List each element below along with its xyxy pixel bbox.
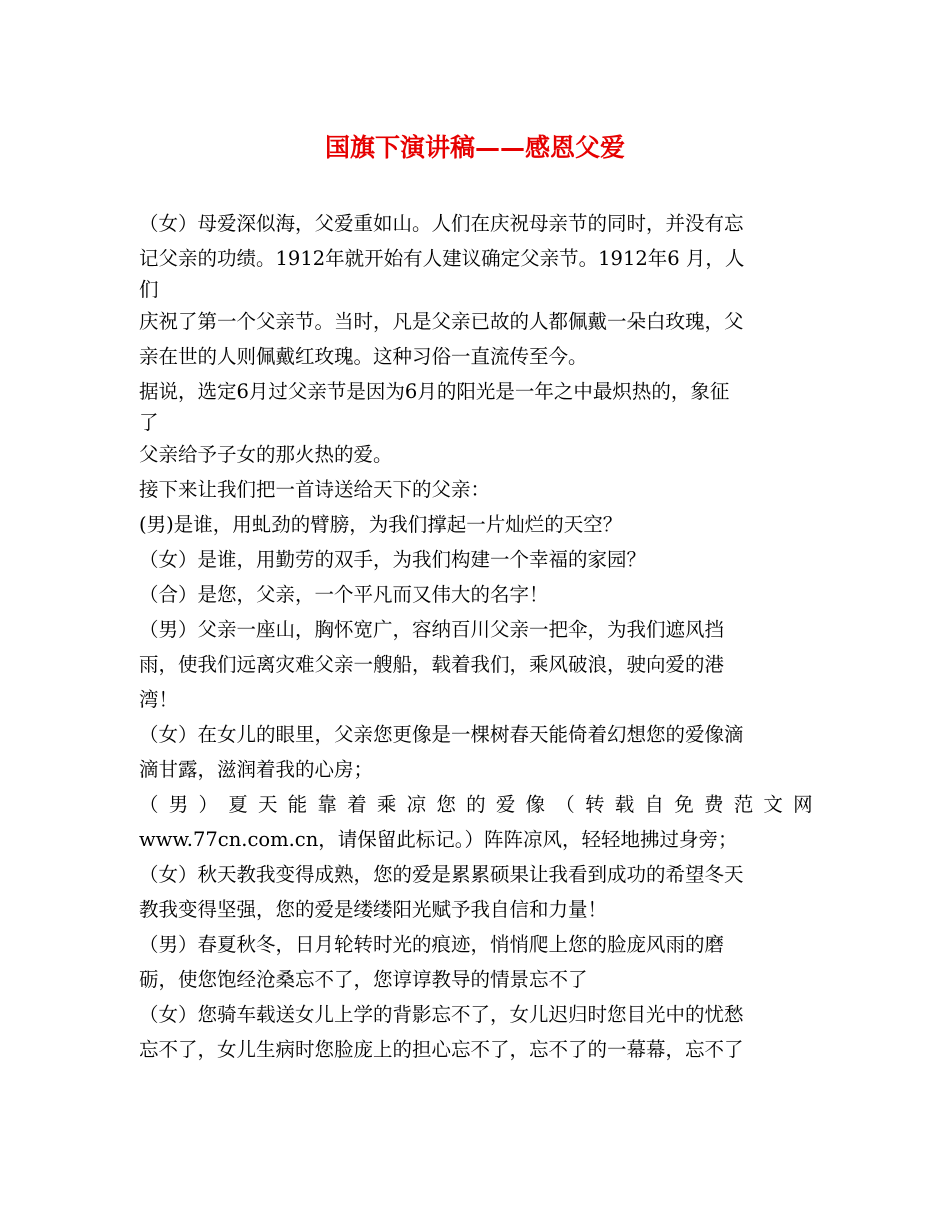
text-char: （ — [139, 793, 159, 816]
text-char: 您 — [436, 793, 456, 816]
text-char: 能 — [287, 793, 308, 816]
text-line: 庆祝了第一个父亲节。当时，凡是父亲已故的人都佩戴一朵白玫瑰，父 — [139, 310, 744, 333]
text-line: 父亲给予子女的那火热的爱。 — [139, 443, 393, 466]
text-char: 夏 — [228, 793, 248, 816]
text-char: 凉 — [406, 793, 427, 816]
text-line-justified — [139, 787, 813, 822]
text-line: 教我变得坚强，您的爱是缕缕阳光赋予我自信和力量！ — [139, 898, 608, 921]
document-title: 国旗下演讲稿——感恩父爱 — [324, 133, 625, 162]
text-line: 湾！ — [139, 688, 179, 711]
text-line: 砺，使您饱经沧桑忘不了，您谆谆教导的情景忘不了 — [139, 968, 588, 991]
text-line: 了 — [139, 411, 159, 434]
text-line: 忘不了，女儿生病时您脸庞上的担心忘不了，忘不了的一幕幕，忘不了 — [139, 1038, 744, 1061]
text-char: 着 — [347, 793, 367, 816]
text-char: 乘 — [376, 793, 397, 816]
text-char: 免 — [674, 793, 694, 816]
text-char: （ — [555, 793, 575, 816]
text-char: 靠 — [317, 793, 337, 816]
text-line: www.77cn.com.cn，请保留此标记。）阵阵凉风，轻轻地拂过身旁； — [139, 828, 738, 851]
text-line: 亲在世的人则佩戴红玫瑰。这种习俗一直流传至今。 — [139, 345, 588, 368]
text-char: 载 — [614, 793, 635, 816]
text-line: （女）在女儿的眼里，父亲您更像是一棵树春天能倚着幻想您的爱像滴 — [139, 723, 744, 746]
text-line: 记父亲的功绩。1912年就开始有人建议确定父亲节。1912年6 月，人 — [139, 247, 745, 270]
text-line: 们 — [139, 278, 159, 301]
text-char: 男 — [168, 793, 189, 816]
text-char: 费 — [703, 793, 724, 816]
text-line: 雨，使我们远离灾难父亲一艘船，载着我们，乘风破浪，驶向爱的港 — [139, 653, 725, 676]
text-char: ） — [198, 793, 218, 816]
text-char: 爱 — [495, 793, 516, 816]
text-line: 接下来让我们把一首诗送给天下的父亲： — [139, 478, 491, 501]
text-char: 的 — [466, 793, 486, 816]
text-line: （男）春夏秋冬，日月轮转时光的痕迹，悄悄爬上您的脸庞风雨的磨 — [139, 933, 725, 956]
text-char: 文 — [763, 793, 783, 816]
text-line: （女）母爱深似海，父爱重如山。人们在庆祝母亲节的同时，并没有忘 — [139, 212, 744, 235]
text-char: 自 — [644, 793, 664, 816]
text-char: 范 — [733, 793, 754, 816]
text-char: 像 — [525, 793, 546, 816]
text-char: 网 — [793, 793, 813, 816]
text-line: （女）秋天教我变得成熟，您的爱是累累硕果让我看到成功的希望冬天 — [139, 863, 744, 886]
text-line: 据说，选定6月过父亲节是因为6月的阳光是一年之中最炽热的，象征 — [139, 380, 730, 403]
text-line: （女）是谁，用勤劳的双手，为我们构建一个幸福的家园？ — [139, 548, 647, 571]
text-line: （女）您骑车载送女儿上学的背影忘不了，女儿迟归时您目光中的忧愁 — [139, 1003, 744, 1026]
text-char: 天 — [257, 793, 278, 816]
text-char: 转 — [585, 793, 605, 816]
text-line: 滴甘露，滋润着我的心房； — [139, 758, 374, 781]
document-body — [139, 206, 813, 1067]
text-line: （男）父亲一座山，胸怀宽广，容纳百川父亲一把伞，为我们遮风挡 — [139, 618, 725, 641]
text-line: （合）是您，父亲，一个平凡而又伟大的名字！ — [139, 583, 549, 606]
text-line: (男)是谁，用虬劲的臂膀，为我们撑起一片灿烂的天空？ — [139, 513, 623, 536]
